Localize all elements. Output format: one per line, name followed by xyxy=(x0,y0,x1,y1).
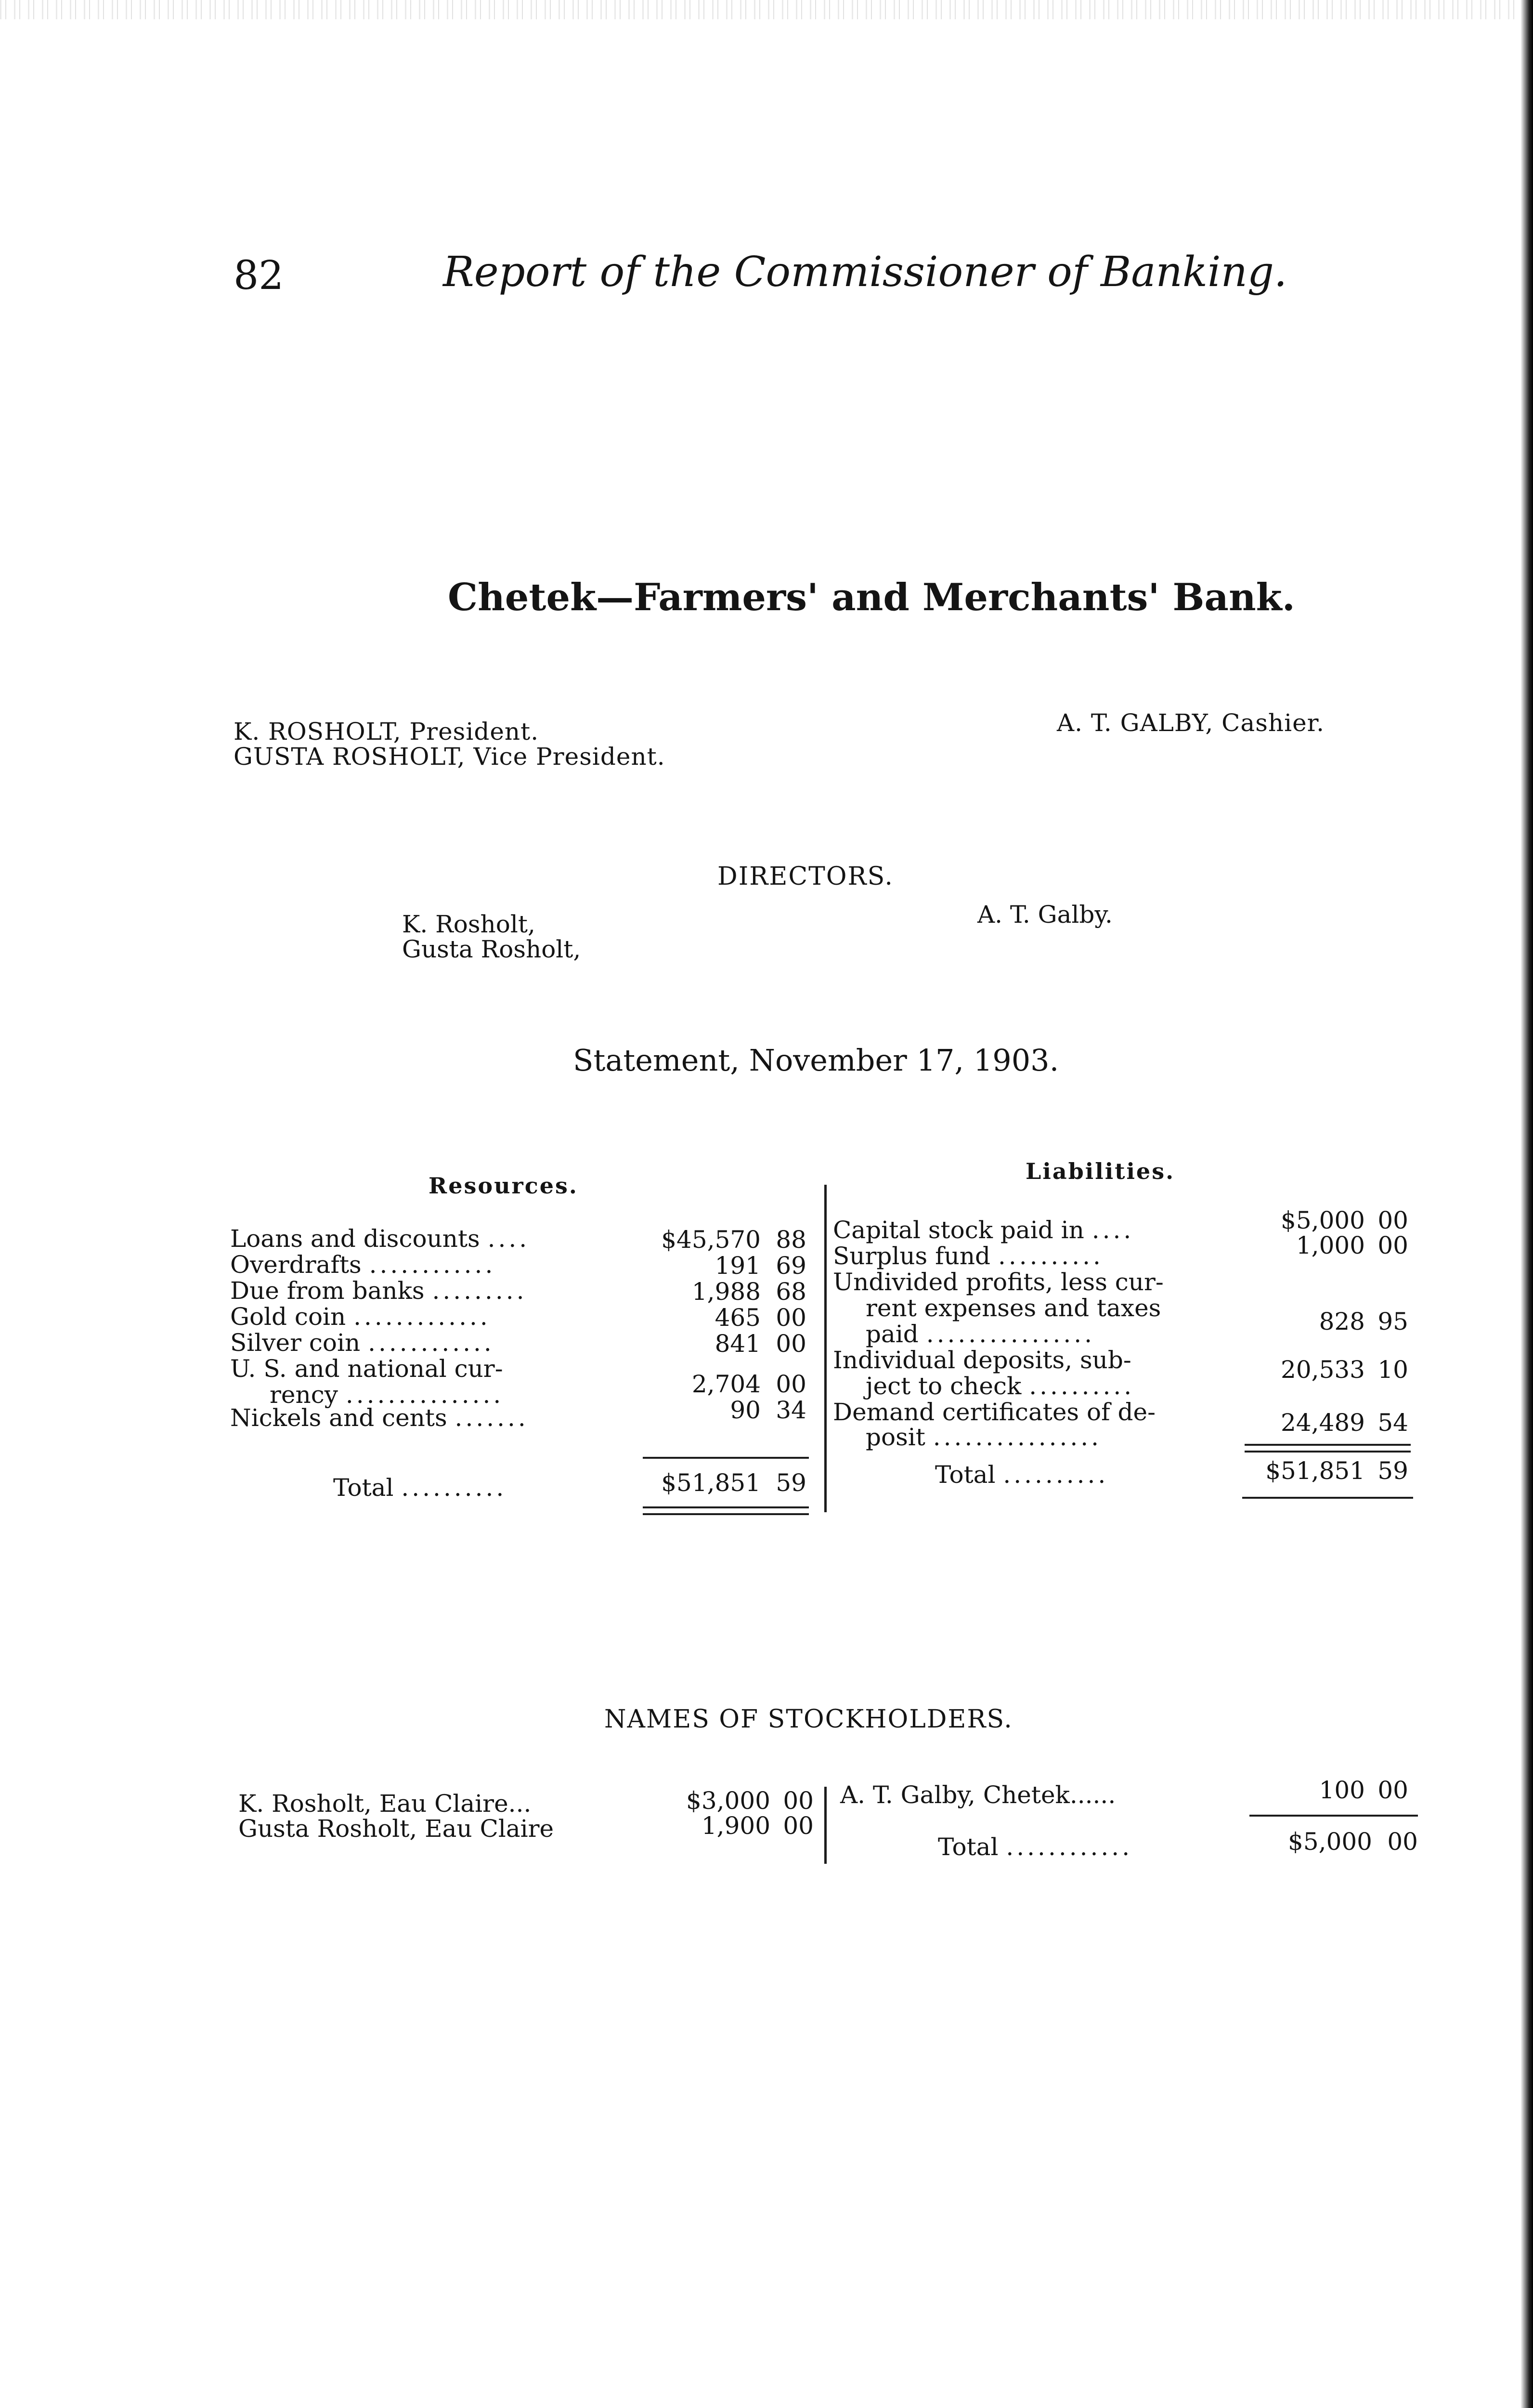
amount-dollars: 465 xyxy=(715,1304,761,1332)
amount-cents: 00 xyxy=(1377,1776,1408,1804)
row-label: rent expenses and taxes xyxy=(866,1294,1161,1322)
liability-row xyxy=(833,1243,1104,1269)
resource-row xyxy=(230,1252,495,1278)
column-divider xyxy=(824,1185,827,1512)
dot-leader: ............ xyxy=(369,1251,496,1279)
liabilities-total-cents: 59 xyxy=(1377,1457,1408,1485)
dot-leader: ......... xyxy=(432,1277,527,1305)
dot-leader: ............ xyxy=(1006,1833,1133,1861)
dot-leader: ............. xyxy=(353,1303,491,1331)
row-label: Overdrafts xyxy=(230,1251,362,1279)
amount-dollars: 828 xyxy=(1319,1308,1365,1335)
stockholder-row xyxy=(238,1816,554,1842)
total-label: Total xyxy=(333,1474,394,1502)
page-number: 82 xyxy=(234,253,284,299)
directors-heading: DIRECTORS. xyxy=(717,862,894,891)
total-label: Total xyxy=(935,1461,996,1489)
row-label: Silver coin xyxy=(230,1329,361,1357)
row-label: Due from banks xyxy=(230,1277,425,1305)
resources-total-dollars: $51,851 xyxy=(661,1469,761,1497)
dot-leader: ................ xyxy=(926,1320,1095,1348)
amount-cents: 69 xyxy=(776,1252,806,1280)
amount-dollars: $3,000 xyxy=(686,1787,770,1815)
row-label: Nickels and cents xyxy=(230,1404,447,1432)
liabilities-total-row xyxy=(935,1462,1108,1488)
stockholders-total-cents: 00 xyxy=(1387,1828,1418,1856)
amount-dollars: 191 xyxy=(715,1252,761,1280)
row-label: Surplus fund xyxy=(833,1242,991,1270)
officer-cashier: A. T. GALBY, Cashier. xyxy=(1057,709,1325,737)
dot-leader: ............ xyxy=(368,1329,494,1357)
resource-row xyxy=(230,1405,529,1431)
dot-leader: ............... xyxy=(345,1381,504,1409)
dot-leader: ....... xyxy=(455,1404,529,1432)
amount-cents: 00 xyxy=(776,1304,806,1332)
amount-dollars: 1,900 xyxy=(701,1812,770,1840)
dot-leader: .......... xyxy=(401,1474,507,1502)
stockholders-total-row xyxy=(938,1834,1132,1860)
resource-row xyxy=(230,1356,503,1382)
row-label: paid xyxy=(866,1320,919,1348)
dot-leader: .... xyxy=(487,1225,530,1253)
officer-president: K. ROSHOLT, President. xyxy=(234,718,539,746)
liability-row xyxy=(833,1269,1164,1295)
resource-row xyxy=(230,1278,527,1304)
row-label: ject to check xyxy=(866,1372,1022,1400)
amount-cents: 00 xyxy=(783,1812,814,1840)
amount-cents: 00 xyxy=(1377,1231,1408,1259)
amount-dollars: 2,704 xyxy=(691,1370,761,1398)
amount-dollars: $5,000 xyxy=(1281,1206,1365,1234)
resources-total-cents: 59 xyxy=(776,1469,806,1497)
amount-dollars: 20,533 xyxy=(1281,1356,1365,1384)
sum-rule xyxy=(643,1457,809,1459)
liability-row xyxy=(866,1424,1102,1450)
liabilities-total-dollars: $51,851 xyxy=(1265,1457,1365,1485)
amount-cents: 88 xyxy=(776,1226,806,1254)
stockholder-name: K. Rosholt, Eau Claire... xyxy=(238,1790,532,1818)
stockholder-name: A. T. Galby, Chetek...... xyxy=(840,1781,1116,1809)
dot-leader: .... xyxy=(1091,1216,1134,1244)
page-spine-shadow xyxy=(1520,0,1533,2408)
liability-row xyxy=(833,1347,1131,1373)
amount-cents: 68 xyxy=(776,1278,806,1306)
amount-cents: 10 xyxy=(1377,1356,1408,1384)
row-label: Demand certificates of de- xyxy=(833,1398,1156,1426)
amount-cents: 54 xyxy=(1377,1409,1408,1437)
amount-dollars: 841 xyxy=(715,1330,761,1358)
liabilities-heading: Liabilities. xyxy=(1026,1158,1175,1184)
stockholders-heading: NAMES OF STOCKHOLDERS. xyxy=(604,1705,1013,1734)
row-label: Undivided profits, less cur- xyxy=(833,1268,1164,1296)
row-label: Capital stock paid in xyxy=(833,1216,1084,1244)
amount-cents: 34 xyxy=(776,1396,806,1424)
stockholder-name: Gusta Rosholt, Eau Claire xyxy=(238,1815,554,1843)
sum-rule xyxy=(1249,1815,1418,1817)
amount-dollars: 1,000 xyxy=(1296,1231,1365,1259)
amount-cents: 00 xyxy=(776,1370,806,1398)
director-name: Gusta Rosholt, xyxy=(402,935,581,963)
amount-dollars: 100 xyxy=(1319,1776,1365,1804)
scan-edge-noise xyxy=(0,0,1533,19)
row-label: Gold coin xyxy=(230,1303,346,1331)
double-rule-bottom xyxy=(643,1513,809,1515)
amount-cents: 00 xyxy=(776,1330,806,1358)
bank-title: Chetek—Farmers' and Merchants' Bank. xyxy=(448,576,1295,619)
amount-dollars: 90 xyxy=(730,1396,761,1424)
dot-leader: .......... xyxy=(1029,1372,1135,1400)
column-divider xyxy=(824,1787,827,1864)
resources-heading: Resources. xyxy=(429,1173,578,1199)
resource-row xyxy=(230,1330,494,1356)
liability-row xyxy=(833,1399,1156,1425)
dot-leader: .......... xyxy=(998,1242,1104,1270)
dot-leader: ................ xyxy=(933,1423,1102,1451)
stockholders-total-dollars: $5,000 xyxy=(1288,1828,1372,1856)
running-title: Report of the Commissioner of Banking. xyxy=(443,248,1287,296)
sum-rule xyxy=(1242,1497,1413,1499)
amount-dollars: $45,570 xyxy=(661,1226,761,1254)
row-label: posit xyxy=(866,1423,925,1451)
row-label: Loans and discounts xyxy=(230,1225,480,1253)
liability-row xyxy=(866,1321,1095,1347)
row-label: Individual deposits, sub- xyxy=(833,1346,1131,1374)
resource-row xyxy=(230,1226,530,1252)
dot-leader: .......... xyxy=(1003,1461,1109,1489)
resources-total-row xyxy=(333,1475,507,1501)
officer-vice-president: GUSTA ROSHOLT, Vice President. xyxy=(234,743,665,771)
double-rule-top xyxy=(1245,1444,1411,1446)
amount-dollars: 24,489 xyxy=(1281,1409,1365,1437)
row-label: U. S. and national cur- xyxy=(230,1355,503,1383)
amount-cents: 00 xyxy=(783,1787,814,1815)
stockholder-row xyxy=(840,1782,1116,1808)
liability-row xyxy=(833,1217,1134,1243)
resource-row xyxy=(230,1304,491,1330)
double-rule-bottom xyxy=(1245,1451,1411,1453)
amount-dollars: 1,988 xyxy=(691,1278,761,1306)
liability-row xyxy=(866,1373,1134,1399)
row-label: rency xyxy=(270,1381,338,1409)
total-label: Total xyxy=(938,1833,999,1861)
director-name: K. Rosholt, xyxy=(402,910,535,938)
double-rule-top xyxy=(643,1506,809,1508)
statement-title: Statement, November 17, 1903. xyxy=(573,1043,1059,1078)
liability-row xyxy=(866,1295,1161,1321)
director-name: A. T. Galby. xyxy=(977,901,1113,929)
amount-cents: 95 xyxy=(1377,1308,1408,1335)
stockholder-row xyxy=(238,1791,531,1817)
amount-cents: 00 xyxy=(1377,1206,1408,1234)
